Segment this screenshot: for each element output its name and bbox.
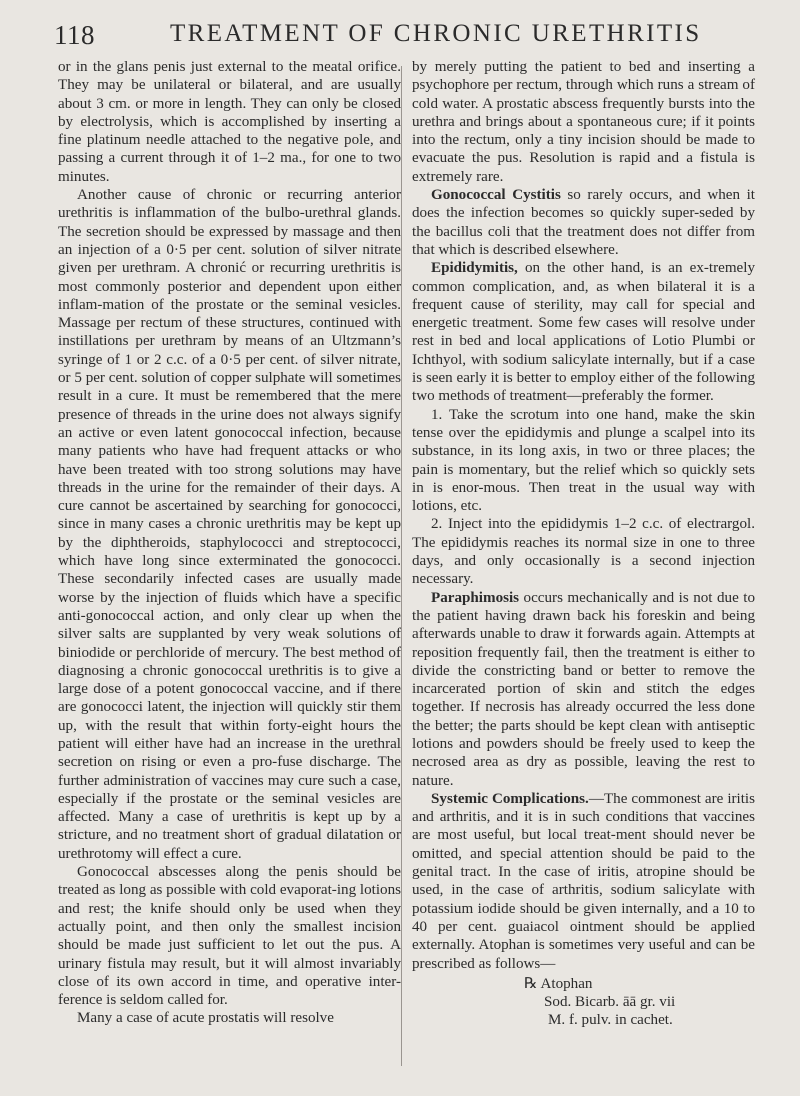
running-title: TREATMENT OF CHRONIC URETHRITIS	[170, 20, 702, 47]
prescription	[412, 975, 755, 1030]
right-column	[412, 58, 755, 1030]
page-number: 118	[54, 20, 95, 50]
paragraph-text: so rarely occurs, and when it does the infection becomes so quickly super-seded by the bacillus coli that the treatment does not differ from that which is described elsewhere.	[412, 187, 755, 258]
prescription-line: Sod. Bicarb. āā gr. vii	[544, 994, 676, 1011]
paragraph	[412, 589, 755, 790]
prescription-line: ℞ Atophan	[524, 975, 593, 992]
paragraph: Many a case of acute prostatis will resolve	[77, 1010, 334, 1027]
paragraph	[412, 790, 755, 973]
paragraph-lead: Paraphimosis	[431, 589, 520, 606]
left-column	[58, 58, 401, 1028]
paragraph-text: by merely putting the patient to bed and inserting a psychophore per rectum, through which runs a stream of cold water. A prostatic abscess frequently bursts into the urethra and brings about a spontaneous cure; if it points into the rectum, only a tiny incision should be made to evacuate the pus. Resolution is rapid and a fistula is extremely rare.	[412, 59, 755, 185]
paragraph-text: 2. Inject into the epididymis 1–2 c.c. of electrargol. The epididymis reaches its normal size in one to three days, and only occasionally is a second injection necessary.	[412, 516, 755, 588]
paragraph-text: on the other hand, is an ex-tremely common complication, and, as when bilateral it is a frequent cause of sterility, may call for special and energetic treatment. Some few cases will resolve under rest in bed and local applications of Lotio Plumbi or Ichthyol, with sodium salicylate internally, but if a case is seen early it is better to employ either of the following two methods of treatment—preferably the former.	[412, 260, 755, 405]
paragraph: Another cause of chronic or recurring anterior urethritis is inflammation of the bulbo-urethral glands. The secretion should be expressed by massage and then an injection of a 0·5 per cent. solution of silver nitrate given per urethram. A chronić or recurring urethritis is most commonly posterior and dependent upon either inflam-mation of the prostate or the seminal vesicles. Massage per rectum of these structures, continued with instillations per urethram by means of an Ultzmann’s syringe of 1 or 2 c.c. of a 0·5 per cent. of silver nitrate, or 5 per cent. solution of copper sulphate will sometimes result in a cure. It must be remembered that the mere presence of threads in the urine does not always signify an active or even latent gonococcal infection, because many patients who have had frequent attacks or who have been treated with too strong solutions may have threads in the urine for the remainder of their days. A cure cannot be ascertained by searching for gonococci, since in many cases a chronic urethritis may be kept up by the diphtheroids, staphylococci and streptococci, which have long since exterminated the gonococci. These secondarily infected cases are usually made worse by the injection of fluids which have a specific anti-gonococcal action, and only clear up when the silver salts are supplanted by very weak solutions of biniodide or perchloride of mercury. The best method of diagnosing a chronic gonococcal urethritis is to give a large dose of a potent gonococcal vaccine, and if there are gonococci latent, the injection will quickly stir them up, with the result that within forty-eight hours the patient will either have had an increase in the urethral secretion on rising or even a pro-fuse discharge. The further administration of vaccines may cure such a case, especially if the prostate or the seminal vesicles are affected. Many a case of urethritis is kept up by a stricture, and no treatment short of gradual dilatation or urethrotomy will effect a cure.	[58, 187, 401, 862]
paragraph-text: —The commonest are iritis and arthritis, and it is in such conditions that vaccines are most useful, but local treat-ment should never be omitted, and special attention should be paid to the genital tract. In the case of iritis, atropine should be used, in the case of arthritis, sodium salicylate with potassium iodide should be given internally, and a 10 to 40 per cent. guaiacol ointment should be applied externally. Atophan is sometimes very useful and can be prescribed as follows—	[412, 790, 755, 972]
paragraph	[412, 186, 755, 259]
paragraph-lead: Systemic Complications.	[431, 790, 589, 807]
paragraph	[412, 58, 755, 186]
paragraph	[412, 406, 755, 516]
paragraph: Gonococcal abscesses along the penis should be treated as long as possible with cold evaporat-ing lotions and rest; the knife should only be used when they actually point, and then only the smallest incision should be made just sufficient to let out the pus. A urinary fistula may result, but it will almost invariably close of its own accord in time, and operative inter-ference is seldom called for.	[58, 864, 401, 1009]
paragraph-lead: Gonococcal Cystitis	[431, 187, 561, 204]
paragraph	[412, 515, 755, 588]
paragraph-lead: Epididymitis,	[431, 260, 518, 277]
prescription-line: M. f. pulv. in cachet.	[548, 1012, 673, 1029]
page-header	[54, 20, 780, 56]
paragraph-text: occurs mechanically and is not due to the patient having drawn back his foreskin and being afterwards unable to draw it forwards again. Attempts at reposition frequently fail, then the treatment is either to divide the constricting band or better to remove the incarcerated portion of skin and stitch the edges together. If necrosis has already occurred the less done the better; the parts should be kept clean with antiseptic lotions and powders should be freely used to keep the necrosed area as dry as possible, leaving the rest to nature.	[412, 589, 755, 789]
paragraph: or in the glans penis just external to the meatal orifice. They may be unilateral or bilateral, and are usually about 3 cm. or more in length. They can only be closed by electrolysis, which is accomplished by inserting a fine platinum needle attached to the negative pole, and passing a current through it of 1–2 ma., for one to two minutes.	[58, 59, 401, 185]
paragraph	[412, 259, 755, 405]
column-divider	[401, 66, 402, 1066]
paragraph-text: 1. Take the scrotum into one hand, make the skin tense over the epididymis and plunge a scalpel into its substance, in its long axis, in two or three places; the pain is momentary, but the relief which so quickly sets in is enor-mous. Then treat in the usual way with lotions, etc.	[412, 406, 755, 515]
